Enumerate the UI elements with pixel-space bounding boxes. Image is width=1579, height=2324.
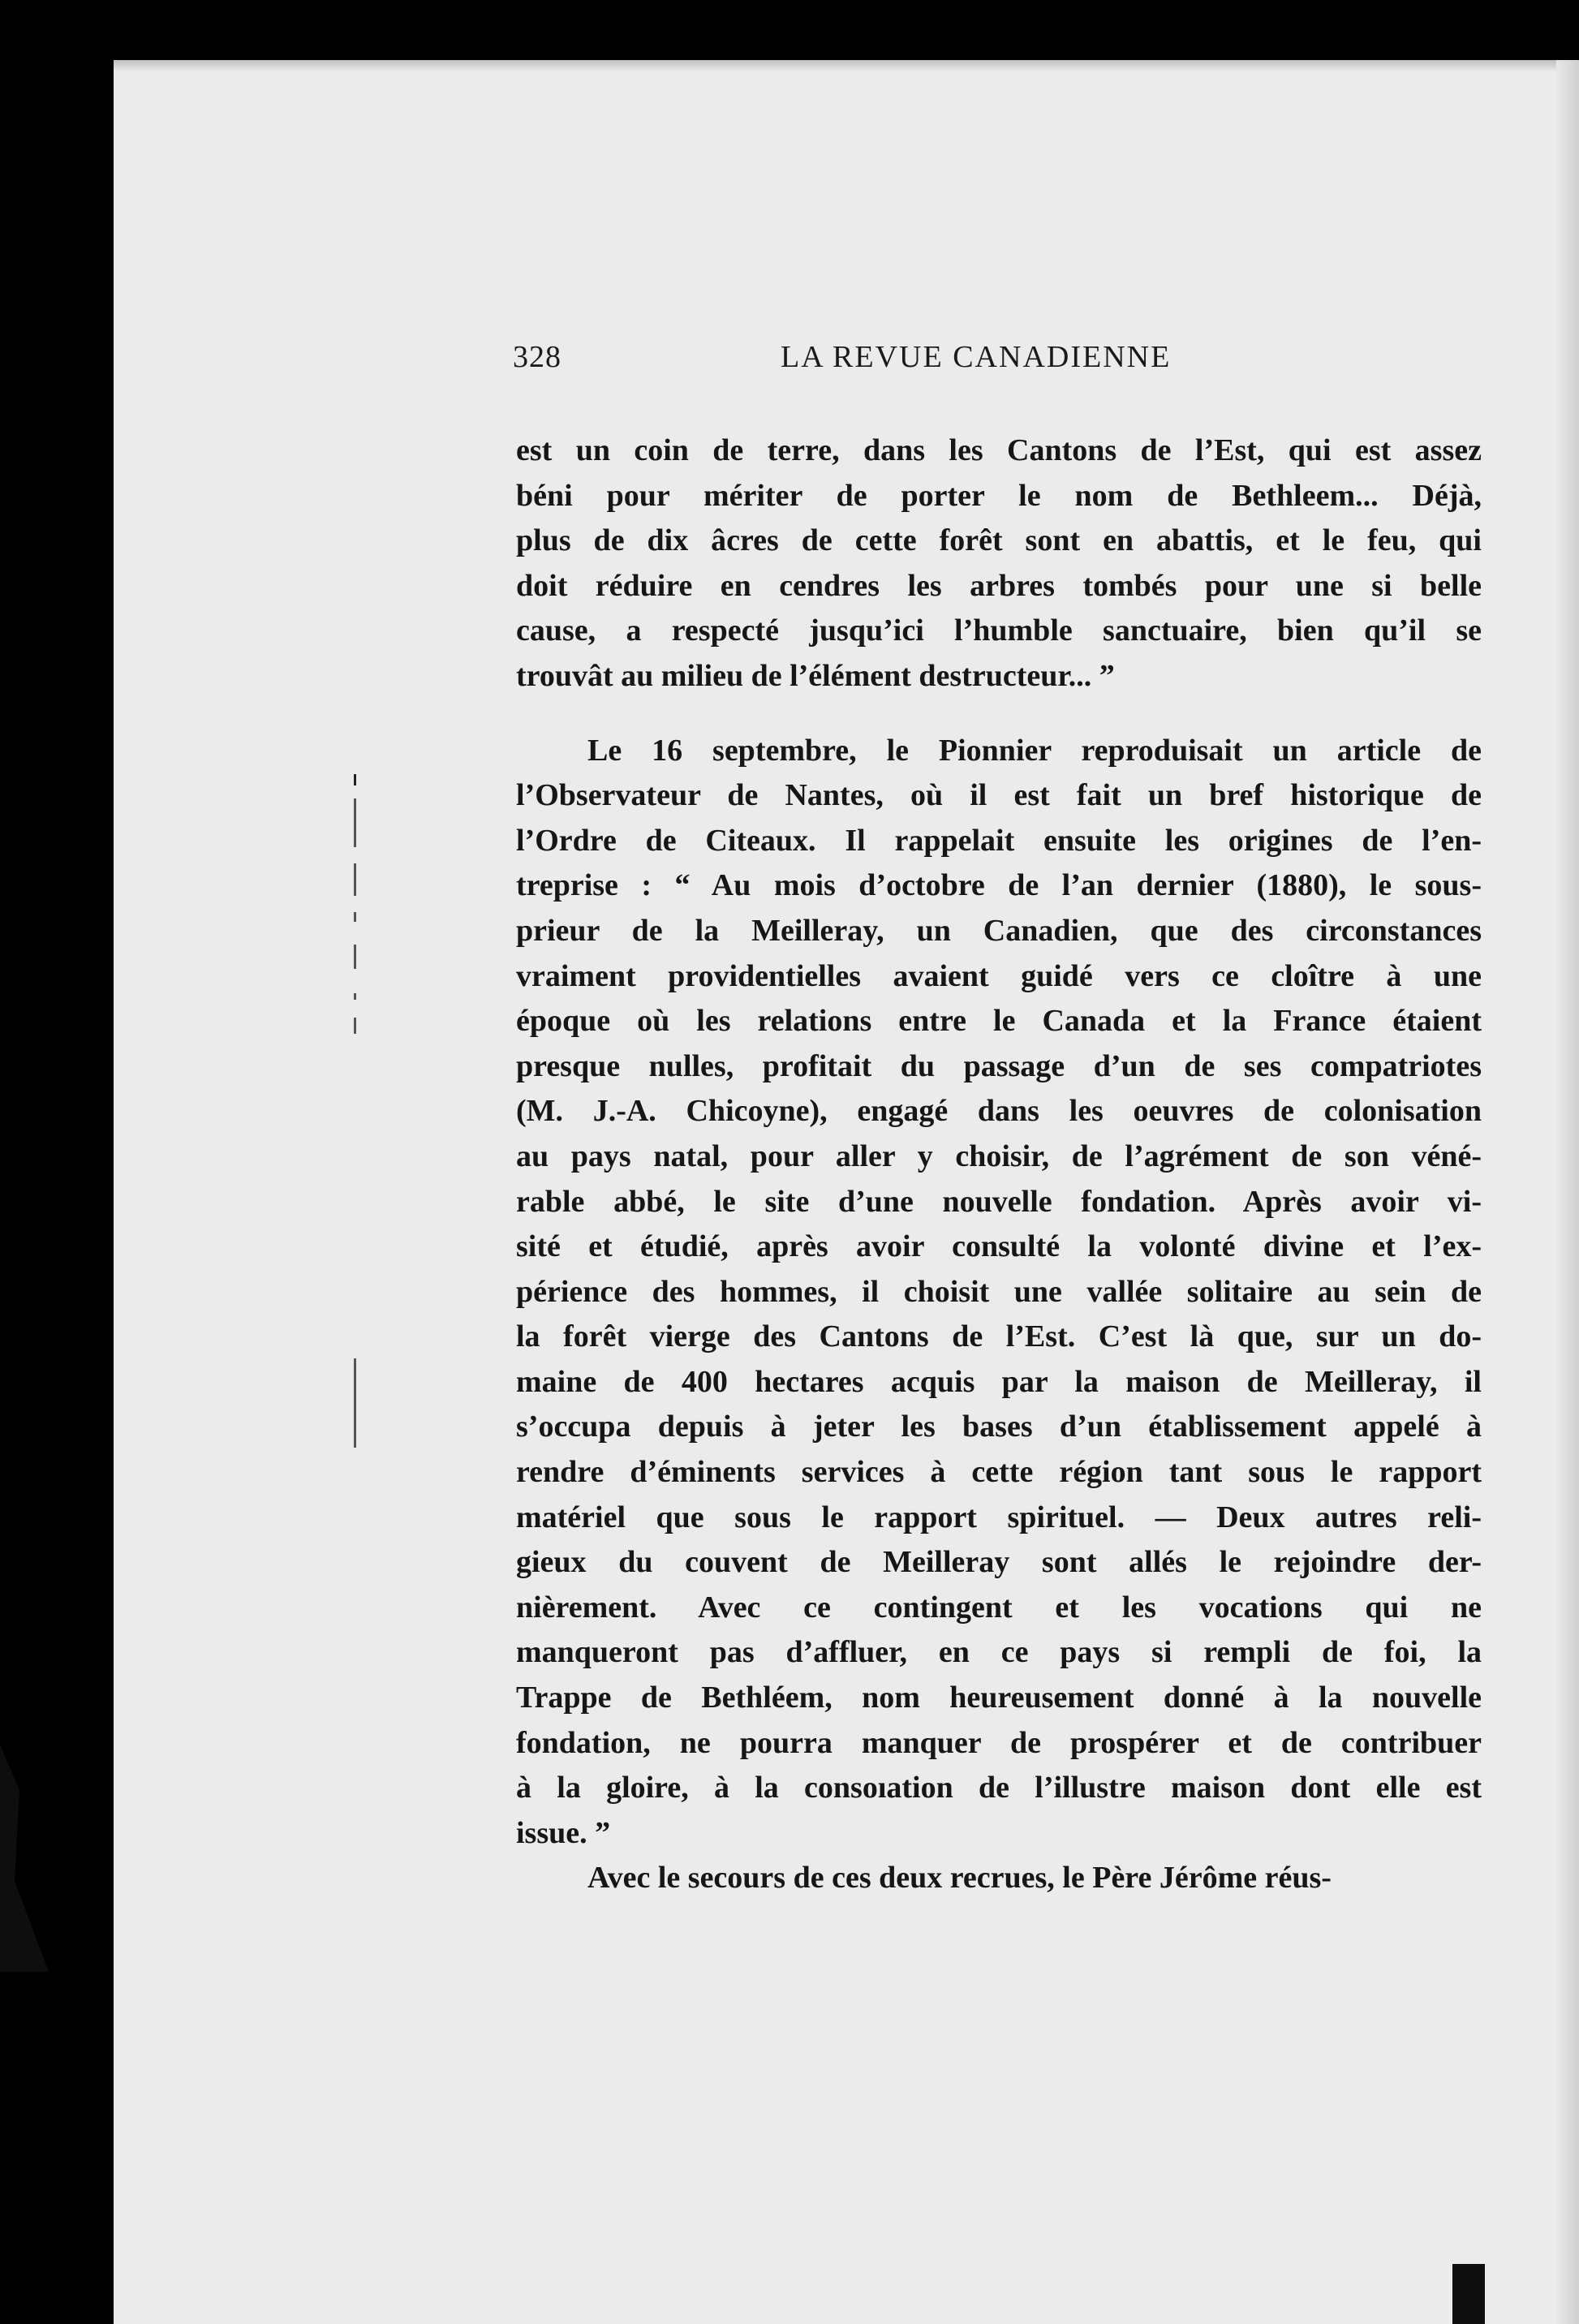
scan-blot-left [0,1745,49,1972]
running-title: LA REVUE CANADIENNE [781,340,1172,374]
text-line: Le 16 septembre, le Pionnier reproduisait un article de [587,733,1482,768]
text-line: treprise : “ Au mois d’octobre de l’an dernier (1880), le sous- [516,868,1482,903]
text-line: s’occupa depuis à jeter les bases d’un établissement appelé à [516,1409,1482,1444]
text-line: vraiment providentielles avaient guidé vers ce cloître à une [516,958,1482,993]
text-line: périence des hommes, il choisit une vallée solitaire au sein de [516,1274,1482,1309]
paragraph [516,428,1482,699]
text-line: doit réduire en cendres les arbres tombés pour une si belle [516,568,1482,603]
text-line: Avec le secours de ces deux recrues, le Père Jérôme réus- [587,1861,1332,1896]
text-line: plus de dix âcres de cette forêt sont en abattis, et le feu, qui [516,523,1482,558]
text-line: trouvât au milieu de l’élément destructeur... ” [516,658,1115,693]
text-line: la forêt vierge des Cantons de l’Est. C’est là que, sur un do- [516,1319,1482,1354]
text-line: époque où les relations entre le Canada et la France étaient [516,1004,1482,1039]
text-line: fondation, ne pourra manquer de prospérer et de contribuer [516,1725,1482,1760]
page-top-shadow [114,60,1579,71]
text-line: prieur de la Meilleray, un Canadien, que des circonstances [516,913,1482,948]
paragraph [516,1856,1482,1901]
text-line: rendre d’éminents services à cette région tant sous le rapport [516,1455,1482,1490]
text-line: maine de 400 hectares acquis par la maison de Meilleray, il [516,1364,1482,1399]
paragraph [516,729,1482,1857]
text-line: sité et étudié, après avoir consulté la volonté divine et l’ex- [516,1229,1482,1264]
margin-scan-marks [349,774,362,1456]
text-line: (M. J.-A. Chicoyne), engagé dans les oeuvres de colonisation [516,1094,1482,1129]
text-line: manqueront pas d’affluer, en ce pays si rempli de foi, la [516,1635,1482,1670]
text-line: au pays natal, pour aller y choisir, de l’agrément de son véné- [516,1138,1482,1173]
text-line: l’Observateur de Nantes, où il est fait un bref historique de [516,778,1482,813]
text-line: cause, a respecté jusqu’ici l’humble sanctuaire, bien qu’il se [516,613,1482,648]
text-line: béni pour mériter de porter le nom de Bethleem... Déjà, [516,478,1482,513]
text-line: rable abbé, le site d’une nouvelle fondation. Après avoir vi- [516,1184,1482,1219]
body-text [516,428,1482,1901]
text-line: est un coin de terre, dans les Cantons de l’Est, qui est assez [516,433,1482,467]
text-line: issue. ” [516,1815,611,1850]
scan-blot-bottom-right [1452,2264,1485,2324]
text-line: à la gloire, à la consoıation de l’illustre maison dont elle est [516,1771,1482,1805]
paragraph-gap [516,699,1482,729]
text-line: Trappe de Bethléem, nom heureusement donné à la nouvelle [516,1681,1482,1715]
text-line: l’Ordre de Citeaux. Il rappelait ensuite les origines de l’en- [516,823,1482,858]
page-number: 328 [513,340,561,374]
text-line: gieux du couvent de Meilleray sont allés le rejoindre der- [516,1545,1482,1580]
page-right-edge [1556,60,1579,2324]
text-line: presque nulles, profitait du passage d’un de ses compatriotes [516,1048,1482,1083]
text-line: nièrement. Avec ce contingent et les vocations qui ne [516,1590,1482,1625]
text-line: matériel que sous le rapport spirituel. — Deux autres reli- [516,1500,1482,1534]
